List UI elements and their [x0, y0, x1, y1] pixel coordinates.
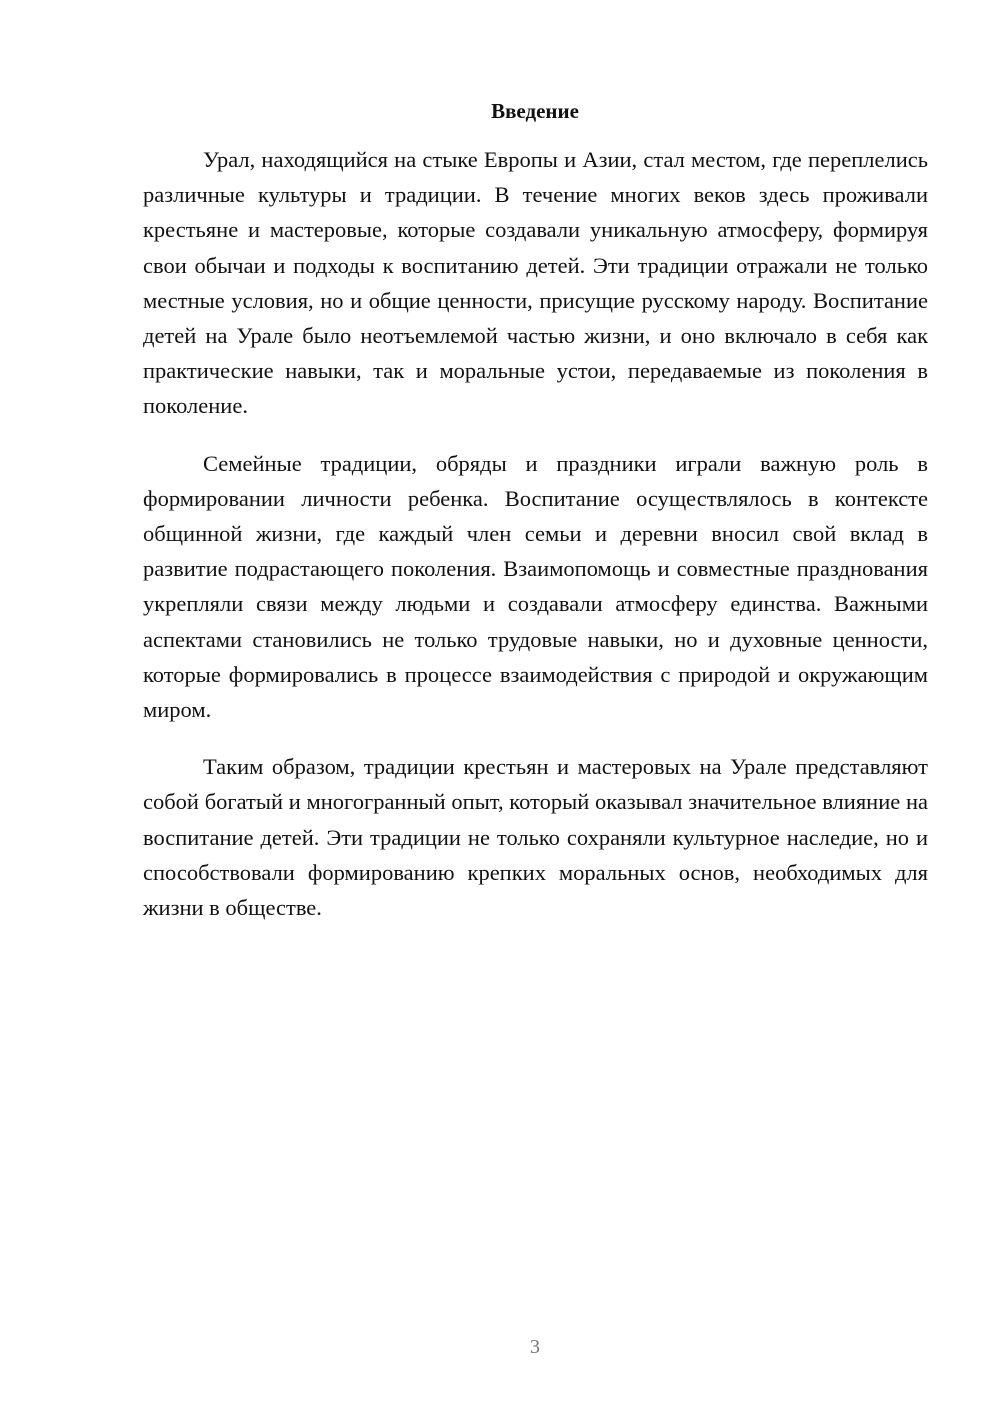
paragraph-1: Урал, находящийся на стыке Европы и Азии, стал местом, где переплелись различные культуры и традиции. В течение многих веков здесь проживали крестьяне и мастеровые, которые создавали уникальную атмосферу, формируя свои обычаи и подходы к воспитанию детей. Эти традиции отражали не только местные условия, но и общие ценности, присущие русскому народу. Воспитание детей на Урале было неотъемлемой частью жизни, и оно включало в себя как практические навыки, так и моральные устои, передаваемые из поколения в поколение.: [143, 147, 928, 419]
section-title: Введение: [491, 99, 579, 123]
body-text: [143, 142, 928, 947]
paragraph-2: Семейные традиции, обряды и праздники играли важную роль в формировании личности ребенка. Воспитание осуществлялось в контексте общинной жизни, где каждый член семьи и деревни вносил свой вклад в развитие подрастающего поколения. Взаимопомощь и совместные празднования укрепляли связи между людьми и создавали атмосферу единства. Важными аспектами становились не только трудовые навыки, но и духовные ценности, которые формировались в процессе взаимодействия с природой и окружающим миром.: [143, 450, 928, 723]
paragraph-3: Таким образом, традиции крестьян и мастеровых на Урале представляют собой богатый и многогранный опыт, который оказывал значительное влияние на воспитание детей. Эти традиции не только сохраняли культурное наследие, но и способствовали формированию крепких моральных основ, необходимых для жизни в обществе.: [143, 754, 928, 921]
page-number: 3: [530, 1336, 540, 1358]
